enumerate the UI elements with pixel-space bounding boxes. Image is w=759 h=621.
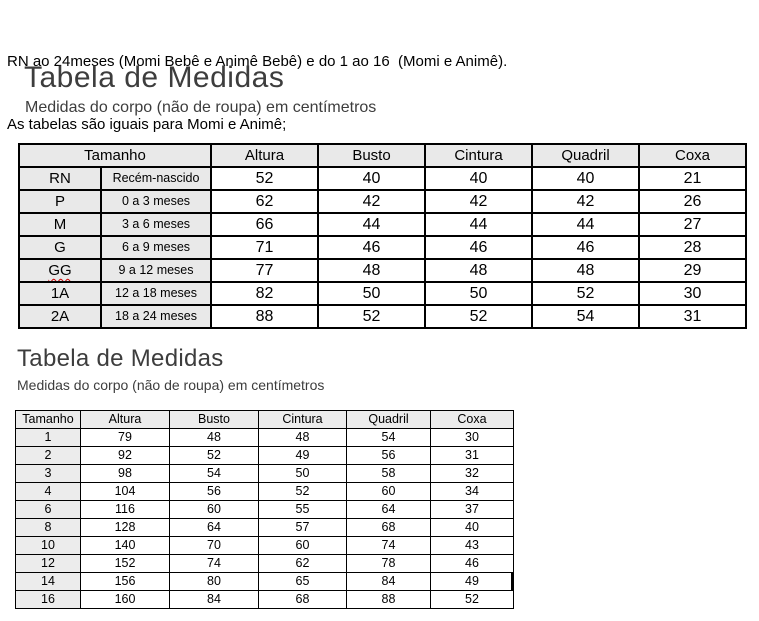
t1-value-cell: 46 [318,236,425,259]
kids-sizes-table [15,410,514,609]
t1-header-altura: Altura [211,144,318,167]
t1-row-rn [19,167,746,190]
t2-value-cell: 70 [170,537,259,555]
t2-value-cell: 31 [431,447,514,465]
t1-header-cintura: Cintura [425,144,532,167]
t1-value-cell: 21 [639,167,746,190]
t1-value-cell: 26 [639,190,746,213]
t1-value-cell: 44 [532,213,639,236]
t2-size-cell: 6 [16,501,81,519]
t2-size-cell: 8 [16,519,81,537]
t1-size-cell: RN [19,167,101,190]
t2-value-cell: 68 [347,519,431,537]
t2-value-cell: 88 [347,591,431,609]
t1-row-1a [19,282,746,305]
t1-value-cell: 28 [639,236,746,259]
intro-line-2: As tabelas são iguais para Momi e Animê; [7,116,287,133]
t1-age-cell: 3 a 6 meses [101,213,211,236]
t1-size-cell: 2A [19,305,101,328]
t1-age-cell: Recém-nascido [101,167,211,190]
t2-value-cell: 30 [431,429,514,447]
t2-header-altura: Altura [81,411,170,429]
t2-row-8 [16,519,514,537]
t2-value-cell: 152 [81,555,170,573]
t1-value-cell: 48 [532,259,639,282]
t2-value-cell: 52 [431,591,514,609]
t2-value-cell: 50 [259,465,347,483]
t1-size-cell: P [19,190,101,213]
t1-age-cell: 18 a 24 meses [101,305,211,328]
t1-value-cell: 82 [211,282,318,305]
t2-value-cell: 104 [81,483,170,501]
t1-size-cell: G [19,236,101,259]
t1-value-cell: 77 [211,259,318,282]
t1-size-cell: 1A [19,282,101,305]
t2-size-cell: 16 [16,591,81,609]
t2-value-cell: 52 [259,483,347,501]
t1-age-cell: 6 a 9 meses [101,236,211,259]
t2-row-3 [16,465,514,483]
t1-value-cell: 40 [532,167,639,190]
t2-value-cell: 79 [81,429,170,447]
t1-value-cell: 46 [425,236,532,259]
t2-size-cell: 3 [16,465,81,483]
t2-size-cell: 12 [16,555,81,573]
t2-value-cell: 48 [259,429,347,447]
t1-size-cell: M [19,213,101,236]
kids-sizes-header-row [16,411,514,429]
t1-row-p [19,190,746,213]
t1-value-cell: 48 [318,259,425,282]
t2-row-12 [16,555,514,573]
t2-value-cell: 116 [81,501,170,519]
baby-sizes-table [18,143,747,329]
t2-value-cell: 60 [347,483,431,501]
t2-size-cell: 1 [16,429,81,447]
t2-header-tamanho: Tamanho [16,411,81,429]
t1-value-cell: 42 [532,190,639,213]
t2-value-cell: 62 [259,555,347,573]
t1-value-cell: 50 [318,282,425,305]
t1-value-cell: 42 [318,190,425,213]
t2-row-16 [16,591,514,609]
t1-header-quadril: Quadril [532,144,639,167]
t1-value-cell: 52 [318,305,425,328]
t2-value-cell: 60 [259,537,347,555]
t2-header-cintura: Cintura [259,411,347,429]
kids-sizes-table-body [16,429,514,609]
baby-sizes-header-row [19,144,746,167]
t2-size-cell: 4 [16,483,81,501]
t1-value-cell: 52 [425,305,532,328]
t2-value-cell: 74 [170,555,259,573]
t2-header-busto: Busto [170,411,259,429]
t2-row-4 [16,483,514,501]
t2-value-cell: 84 [347,573,431,591]
t2-value-cell: 32 [431,465,514,483]
t1-value-cell: 46 [532,236,639,259]
t1-age-cell: 9 a 12 meses [101,259,211,282]
t1-header-tamanho: Tamanho [19,144,211,167]
t2-value-cell: 64 [347,501,431,519]
t2-row-6 [16,501,514,519]
t1-value-cell: 29 [639,259,746,282]
t2-value-cell: 74 [347,537,431,555]
t1-value-cell: 88 [211,305,318,328]
t2-value-cell: 55 [259,501,347,519]
t2-size-cell: 10 [16,537,81,555]
t2-value-cell: 156 [81,573,170,591]
misspelled-word: GG [48,262,72,279]
t2-row-10 [16,537,514,555]
t2-value-cell: 54 [347,429,431,447]
t1-row-m [19,213,746,236]
baby-sizes-table-body [19,167,746,328]
t2-value-cell: 98 [81,465,170,483]
t2-value-cell: 68 [259,591,347,609]
t1-value-cell: 40 [425,167,532,190]
t2-row-1 [16,429,514,447]
t2-value-cell: 34 [431,483,514,501]
t2-value-cell: 49 [431,573,514,591]
t1-value-cell: 62 [211,190,318,213]
t2-value-cell: 80 [170,573,259,591]
t1-value-cell: 27 [639,213,746,236]
t1-value-cell: 71 [211,236,318,259]
t2-value-cell: 58 [347,465,431,483]
t1-value-cell: 44 [425,213,532,236]
t1-value-cell: 50 [425,282,532,305]
t1-value-cell: 48 [425,259,532,282]
t2-value-cell: 140 [81,537,170,555]
t2-header-coxa: Coxa [431,411,514,429]
t1-age-cell: 12 a 18 meses [101,282,211,305]
t2-value-cell: 56 [170,483,259,501]
t1-row-g [19,236,746,259]
t1-value-cell: 54 [532,305,639,328]
t2-value-cell: 160 [81,591,170,609]
t1-value-cell: 52 [211,167,318,190]
t2-value-cell: 54 [170,465,259,483]
t2-value-cell: 46 [431,555,514,573]
baby-sizes-table-head [19,144,746,167]
section1-title: Tabela de Medidas [24,61,285,94]
t1-value-cell: 42 [425,190,532,213]
t1-value-cell: 40 [318,167,425,190]
t2-value-cell: 57 [259,519,347,537]
t2-value-cell: 78 [347,555,431,573]
t2-value-cell: 52 [170,447,259,465]
text-cursor [511,573,513,590]
t2-header-quadril: Quadril [347,411,431,429]
t2-row-14 [16,573,514,591]
t2-size-cell: 14 [16,573,81,591]
t1-size-cell [19,259,101,282]
section2-title: Tabela de Medidas [17,345,224,372]
t1-header-busto: Busto [318,144,425,167]
t2-value-cell: 84 [170,591,259,609]
t2-row-2 [16,447,514,465]
t2-value-cell: 128 [81,519,170,537]
t2-value-cell: 64 [170,519,259,537]
t1-value-cell: 52 [532,282,639,305]
section2-subtitle: Medidas do corpo (não de roupa) em centímetros [17,377,325,393]
t2-value-cell: 49 [259,447,347,465]
t1-value-cell: 66 [211,213,318,236]
t2-value-cell: 37 [431,501,514,519]
t2-size-cell: 2 [16,447,81,465]
kids-sizes-table-head [16,411,514,429]
t2-value-cell: 48 [170,429,259,447]
section1-subtitle: Medidas do corpo (não de roupa) em centímetros [25,99,377,116]
t2-value-cell: 40 [431,519,514,537]
t2-value-cell: 56 [347,447,431,465]
t1-row-gg [19,259,746,282]
t1-row-2a [19,305,746,328]
t1-header-coxa: Coxa [639,144,746,167]
t1-value-cell: 44 [318,213,425,236]
t1-value-cell: 30 [639,282,746,305]
intro-line-1: RN ao 24meses (Momi Bebê e Animê Bebê) e do 1 ao 16 (Momi e Animê). [7,53,508,70]
t1-value-cell: 31 [639,305,746,328]
t2-value-cell: 92 [81,447,170,465]
t2-value-cell: 65 [259,573,347,591]
t2-value-cell: 43 [431,537,514,555]
t1-age-cell: 0 a 3 meses [101,190,211,213]
t2-value-cell: 60 [170,501,259,519]
